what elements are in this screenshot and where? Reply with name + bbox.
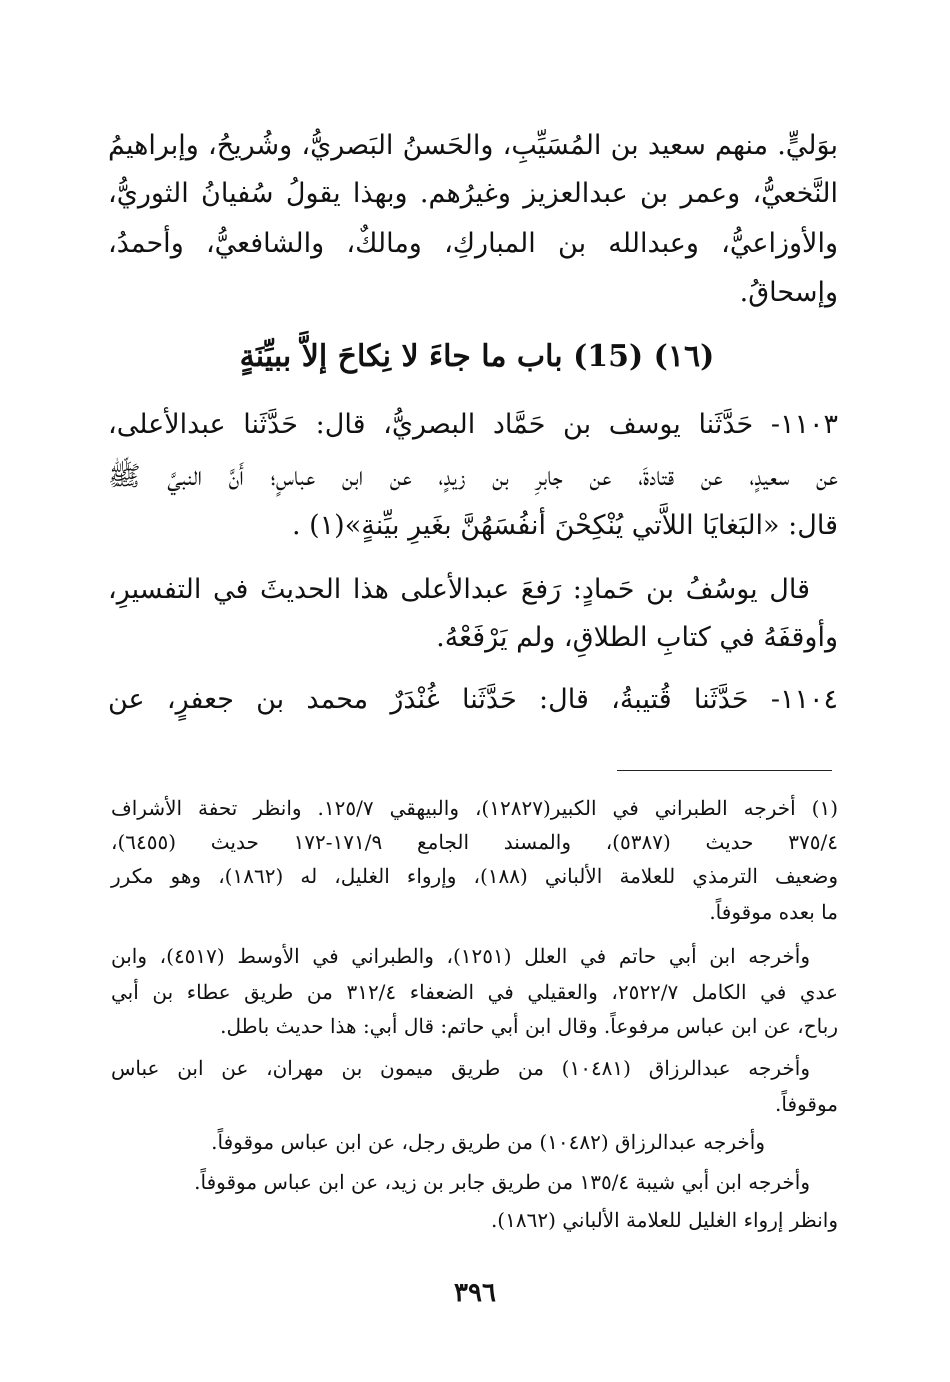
footnote-line: (١) أخرجه الطبراني في الكبير(١٢٨٢٧)، والبيهقي ١٢٥/٧. وانظر تحفة الأشراف [111,796,839,820]
footnote-line: موقوفاً. [775,1092,838,1116]
hadith-text-line: عن سعيدٍ، عن قتادةَ، عن جابرِ بن زيدٍ، عن ابن عباسٍ؛ أَنَّ النبيَّ ﷺ [108,461,838,492]
footnote-line: وأخرجه عبدالرزاق (١٠٤٨٢) من طريق رجل، عن ابن عباس موقوفاً. [211,1130,765,1154]
page-number: ٣٩٦ [454,1278,496,1308]
footnote-line: وأخرجه ابن أبي حاتم في العلل (١٢٥١)، والطبراني في الأوسط (٤٥١٧)، وابن [111,944,811,968]
footnote-line: رباح، عن ابن عباس مرفوعاً. وقال ابن أبي حاتم: قال أبي: هذا حديث باطل. [220,1014,838,1038]
hadith-text-line: ١١٠٣- حَدَّثَنا يوسف بن حَمَّاد البصريُّ، قال: حَدَّثَنا عبدالأعلى، [108,409,838,440]
commentary-text-line: قال يوسُفُ بن حَمادٍ: رَفعَ عبدالأعلى هذا الحديثَ في التفسيرِ، [108,574,810,605]
hadith-text-line: قال: «البَغايَا اللاَّتي يُنْكِحْنَ أنفُسَهُنَّ بغَيرِ بيِّنةٍ»(١) . [291,510,838,541]
body-text-line: وإسحاقُ. [739,277,838,308]
chapter-heading: (١٦) (15) باب ما جاءَ لا نِكاحَ إلاَّ ببيِّنَةٍ [239,339,715,374]
footnote-line: ما بعده موقوفاً. [709,900,838,924]
commentary-text-line: وأوقفَهُ في كتابِ الطلاقِ، ولم يَرْفَعْهُ. [436,622,838,653]
footnote-line: عدي في الكامل ٢٥٢٢/٧، والعقيلي في الضعفاء ٣١٢/٤ من طريق عطاء بن أبي [111,980,838,1004]
body-text-line: والأوزاعيُّ، وعبدالله بن المباركِ، ومالكٌ، والشافعيُّ، وأحمدُ، [108,228,838,259]
footnote-line: وضعيف الترمذي للعلامة الألباني (١٨٨)، وإرواء الغليل، له (١٨٦٢)، وهو مكرر [111,864,839,888]
footnote-line: وانظر إرواء الغليل للعلامة الألباني (١٨٦٢). [490,1208,838,1232]
footnote-line: ٣٧٥/٤ حديث (٥٣٨٧)، والمسند الجامع ١٧١/٩-١٧٢ حديث (٦٤٥٥)، [111,830,838,854]
footnote-line: وأخرجه عبدالرزاق (١٠٤٨١) من طريق ميمون بن مهران، عن ابن عباس [111,1056,810,1080]
body-text-line: بوَليٍّ. منهم سعيد بن المُسَيِّبِ، والحَسنُ البَصريُّ، وشُريحُ، وإبراهيمُ [108,130,838,161]
body-text-line: النَّخعيُّ، وعمر بن عبدالعزيز وغيرُهم. وبهذا يقولُ سُفيانُ الثوريُّ، [108,178,838,209]
hadith-text-line: ١١٠٤- حَدَّثَنا قُتيبةُ، قال: حَدَّثَنا غُنْدَرٌ محمد بن جعفرٍ، عن [108,684,838,715]
footnote-separator [617,770,832,771]
footnote-line: وأخرجه ابن أبي شيبة ١٣٥/٤ من طريق جابر بن زيد، عن ابن عباس موقوفاً. [194,1170,810,1194]
